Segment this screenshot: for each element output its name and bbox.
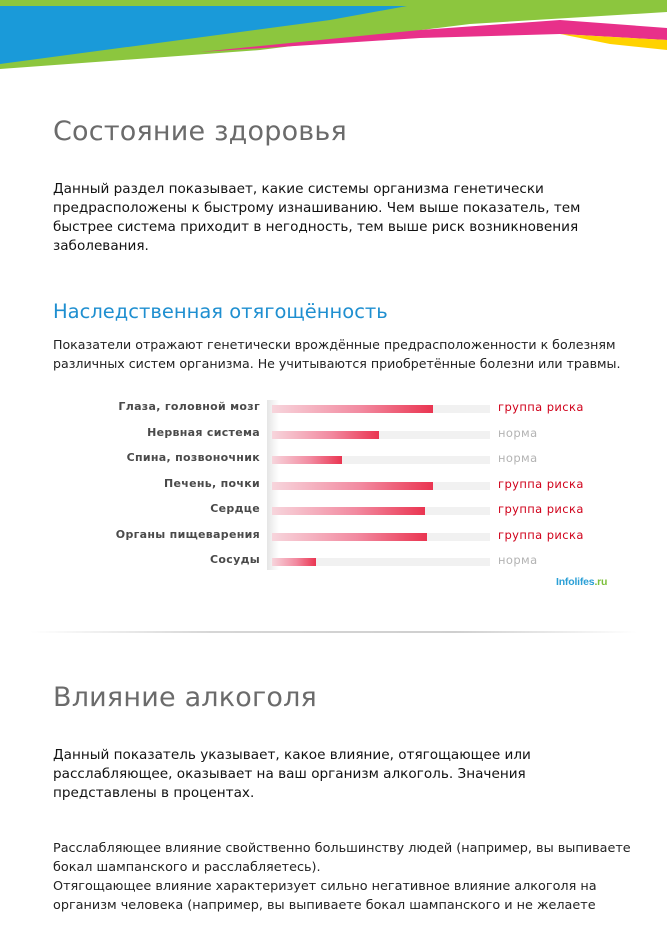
- alcohol-relaxing-text: Расслабляющее влияние свойственно большинству людей (например, вы выпиваете бокал шампанского и расслабляетесь).: [53, 841, 631, 875]
- chart-status-label: группа риска: [498, 502, 584, 516]
- health-intro-text: Данный раздел показывает, какие системы организма генетически предрасположены к быстрому изнашиванию. Чем выше показатель, тем быстрее система приходит в негодность, тем выше риск возникновения заболевания.: [53, 181, 581, 254]
- section-divider: [30, 631, 637, 633]
- section-title-alcohol: Влияние алкоголя: [53, 682, 317, 713]
- alcohol-burdening-text: Отягощающее влияние характеризует сильно негативное влияние алкоголя на организм человека (например, вы выпиваете бокал шампанского и не желаете: [53, 879, 597, 913]
- chart-category-label: Сердце: [210, 502, 260, 515]
- chart-status-label: группа риска: [498, 527, 584, 542]
- chart-row: [60, 551, 620, 573]
- chart-bar: [272, 507, 425, 515]
- chart-row: [60, 526, 620, 548]
- chart-category-label: Сосуды: [210, 553, 260, 566]
- chart-status-label: норма: [498, 451, 538, 465]
- chart-bar-track: [272, 558, 490, 566]
- chart-category-label: Нервная система: [147, 425, 260, 439]
- chart-bar-track: [272, 482, 490, 490]
- chart-bar-track: [272, 405, 490, 413]
- heredity-note-text: Показатели отражают генетически врождённые предрасположенности к болезням различных систем организма. Не учитываются приобретённые болезни или травмы.: [53, 337, 621, 371]
- chart-bar-track: [272, 456, 490, 464]
- chart-status-label: группа риска: [498, 400, 584, 414]
- section-title-health: Состояние здоровья: [53, 116, 347, 147]
- chart-bar: [272, 456, 342, 464]
- chart-status-label: норма: [498, 553, 538, 567]
- chart-category-label: Глаза, головной мозг: [118, 400, 260, 413]
- chart-bar: [272, 482, 433, 490]
- subsection-title-heredity: Наследственная отягощённость: [53, 300, 388, 323]
- chart-status-label: норма: [498, 425, 538, 440]
- header-banner: [0, 0, 667, 72]
- chart-category-label: Печень, почки: [163, 476, 260, 490]
- chart-bar-track: [272, 431, 490, 439]
- chart-row: [60, 449, 620, 471]
- chart-category-label: Органы пищеварения: [115, 527, 260, 541]
- chart-bar: [272, 533, 427, 541]
- chart-bar-track: [272, 507, 490, 515]
- chart-bar: [272, 405, 433, 413]
- chart-status-label: группа риска: [498, 476, 584, 491]
- chart-bar: [272, 558, 316, 566]
- alcohol-intro-text: Данный показатель указывает, какое влияние, отягощающее или расслабляющее, оказывает на ваш организм алкоголь. Значения представлены в процентах.: [53, 747, 531, 801]
- infolifes-watermark: Infolifes.ru: [556, 576, 608, 588]
- chart-category-label: Спина, позвоночник: [126, 451, 260, 464]
- chart-row: [60, 475, 620, 497]
- heredity-chart: [60, 398, 620, 598]
- chart-row: [60, 398, 620, 420]
- chart-bar: [272, 431, 379, 439]
- chart-row: [60, 424, 620, 446]
- chart-bar-track: [272, 533, 490, 541]
- chart-row: [60, 500, 620, 522]
